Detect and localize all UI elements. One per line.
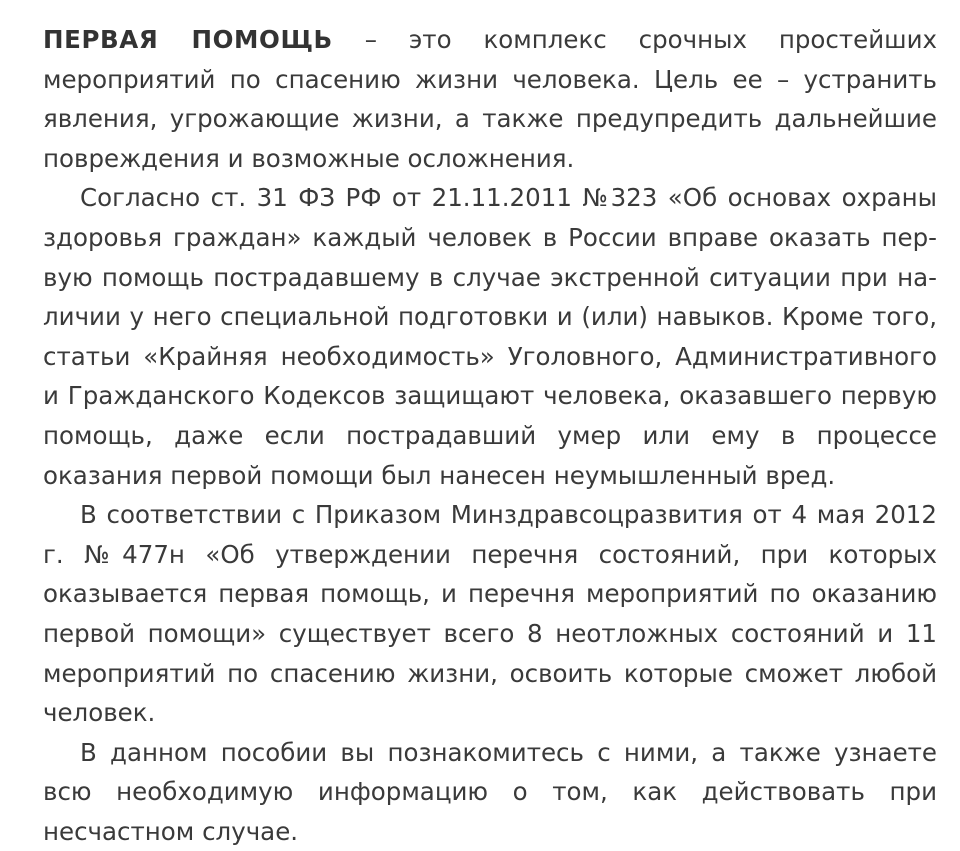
- paragraph-text: В соответствии с Приказом Минздравсоцразвития от 4 мая 2012 г. №477н «Об утверждении перечня состояний, при которых оказывается первая помощь, и перечня мероприятий по оказанию первой помощи» существует всего 8 неотложных состояний и 11 мероприятий по спасению жизни, освоить которые сможет любой человек.: [43, 500, 937, 728]
- paragraph-text: – это комплекс срочных простейших мероприятий по спасению жизни человека. Цель ее – устранить явления, угрожающие жизни, а также предупредить дальнейшие повреждения и возможные осложнения.: [43, 25, 937, 173]
- paragraph-text: В данном пособии вы познакомитесь с ними, а также узнаете всю необходимую информацию о том, как действовать при несчастном случае.: [43, 737, 937, 846]
- paragraph-conclusion: [43, 733, 937, 851]
- paragraph-legal-basis: [43, 178, 937, 495]
- paragraph-text: Согласно ст. 31 ФЗ РФ от 21.11.2011 №323 «Об основах охраны здоровья граждан» каждый человек в России вправе оказать первую помощь пострадавшему в случае экстренной ситуации при наличии у него специальной подготовки и (или) навыков. Кроме того, статьи «Крайняя необходимость» Уголовного, Административного и Гражданского Кодексов защищают человека, оказавшего первую помощь, даже если пострадавший умер или ему в процессе оказания первой помощи был нанесен неумышленный вред.: [43, 183, 937, 490]
- term-heading: ПЕРВАЯ ПОМОЩЬ: [43, 25, 333, 54]
- paragraph-order: [43, 495, 937, 733]
- document-body: [43, 20, 937, 851]
- paragraph-definition: [43, 20, 937, 178]
